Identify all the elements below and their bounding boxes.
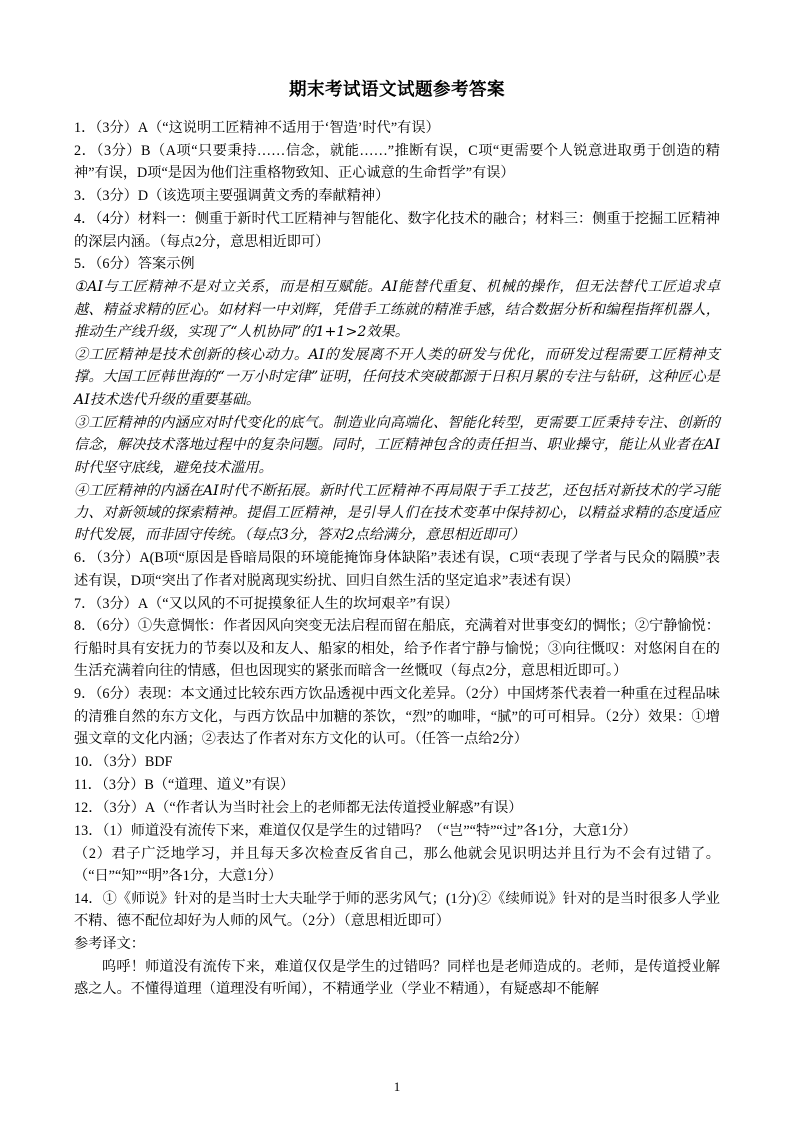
answer-item: 14．①《师说》针对的是当时士大夫耻学于师的恶劣风气；(1分)②《续师说》针对的是当时很多人学业不精、德不配位却好为人师的风气。（2分）（意思相近即可） xyxy=(74,890,720,930)
answer-item: 7．（3分）A（“又以风的不可捉摸象征人生的坎坷艰辛”有误） xyxy=(74,595,459,612)
answer-item: 6．（3分）A(B项“原因是昏暗局限的环境能掩饰身体缺陷”表述有误，C项“表现了学者与民众的隔膜”表述有误，D项“突出了作者对脱离现实纷扰、回归自然生活的坚定追求”表述有误） xyxy=(74,550,720,589)
answer-item: 2．（3分）B（A项“只要秉持……信念，就能……”推断有误，C项“更需要个人锐意进取勇于创造的精神”有误，D项“是因为他们注重格物致知、正心诚意的生命哲学”有误） xyxy=(74,142,720,182)
answer-item: ④工匠精神的内涵在AI时代不断拓展。新时代工匠精神不再局限于手工技艺，还包括对新技术的学习能力、对新领域的探索精神。提倡工匠精神，是引导人们在技术变革中保持初心，以精益求精的态度适应时代发展，而非固守传统。（每点3分，答对2点给满分，意思相近即可） xyxy=(74,482,720,544)
page-title: 期末考试语文试题参考答案 xyxy=(289,79,505,99)
answer-item: 4．（4分）材料一：侧重于新时代工匠精神与智能化、数字化技术的融合；材料三：侧重于挖掘工匠精神的深层内涵。（每点2分，意思相近即可） xyxy=(74,211,720,250)
answer-item: 10．（3分）BDF xyxy=(74,753,173,770)
answer-item: ②工匠精神是技术创新的核心动力。AI的发展离不开人类的研发与优化，而研发过程需要工匠精神支撑。大国工匠韩世海的“一万小时定律”证明，任何技术突破都源于日积月累的专注与钻研，这种匠心是AI技术迭代升级的重要基础。 xyxy=(74,347,720,408)
answer-item: 3．（3分）D（该选项主要强调黄文秀的奉献精神） xyxy=(74,188,390,205)
answer-item: 13．（1）师道没有流传下来，难道仅仅是学生的过错吗？（“岂”“特”“过”各1分，大意1分） xyxy=(74,822,637,839)
answer-item: 12．（3分）A（“作者认为当时社会上的老师都无法传道授业解惑”有误） xyxy=(74,799,523,816)
answer-item: 8．（6分）①失意惆怅：作者因风向突变无法启程而留在船底，充满着对世事变幻的惆怅；②宁静愉悦：行船时具有安抚力的节奏以及和友人、船家的相处，给予作者宁静与愉悦；③向往慨叹：对悠闲自在的生活充满着向往的情感，但也因现实的紧张而暗含一丝慨叹（每点2分，意思相近即可。） xyxy=(74,618,720,680)
answer-item: ①AI与工匠精神不是对立关系，而是相互赋能。AI能替代重复、机械的操作，但无法替代工匠追求卓越、精益求精的匠心。如材料一中刘辉，凭借手工练就的精准手感，结合数据分析和编程指挥机器人，推动生产线升级，实现了“人机协同”的1+1>2效果。 xyxy=(74,279,720,341)
answer-list xyxy=(74,117,720,1001)
page-number: 1 xyxy=(393,1079,401,1094)
reference-translation-label: 参考译文： xyxy=(74,936,145,953)
answer-item: 1．（3分）A（“这说明工匠精神不适用于‘智造’时代”有误） xyxy=(74,120,440,136)
answer-item: 9．（6分）表现：本文通过比较东西方饮品透视中西文化差异。（2分）中国烤茶代表着一种重在过程品味的清雅自然的东方文化，与西方饮品中加糖的茶饮，“烈”的咖啡，“腻”的可可相异。（2分）效果：①增强文章的文化内涵；②表达了作者对东方文化的认可。（任答一点给2分） xyxy=(74,686,720,747)
reference-translation-body: 呜呼！师道没有流传下来，难道仅仅是学生的过错吗？同样也是老师造成的。老师，是传道授业解惑之人。不懂得道理（道理没有听闻），不精通学业（学业不精通），有疑惑却不能解 xyxy=(74,959,720,998)
answer-item: （2）君子广泛地学习，并且每天多次检查反省自己，那么他就会见识明达并且行为不会有过错了。（“日”“知”“明”各1分，大意1分） xyxy=(74,845,720,884)
answer-item: 5．（6分）答案示例 xyxy=(74,256,195,273)
answer-item: 11．（3分）B（“道理、道义”有误） xyxy=(74,776,295,793)
answer-item: ③工匠精神的内涵应对时代变化的底气。制造业向高端化、智能化转型，更需要工匠秉持专注、创新的信念，解决技术落地过程中的复杂问题。同时，工匠精神包含的责任担当、职业操守，能让从业者在AI时代坚守底线，避免技术滥用。 xyxy=(74,414,720,476)
